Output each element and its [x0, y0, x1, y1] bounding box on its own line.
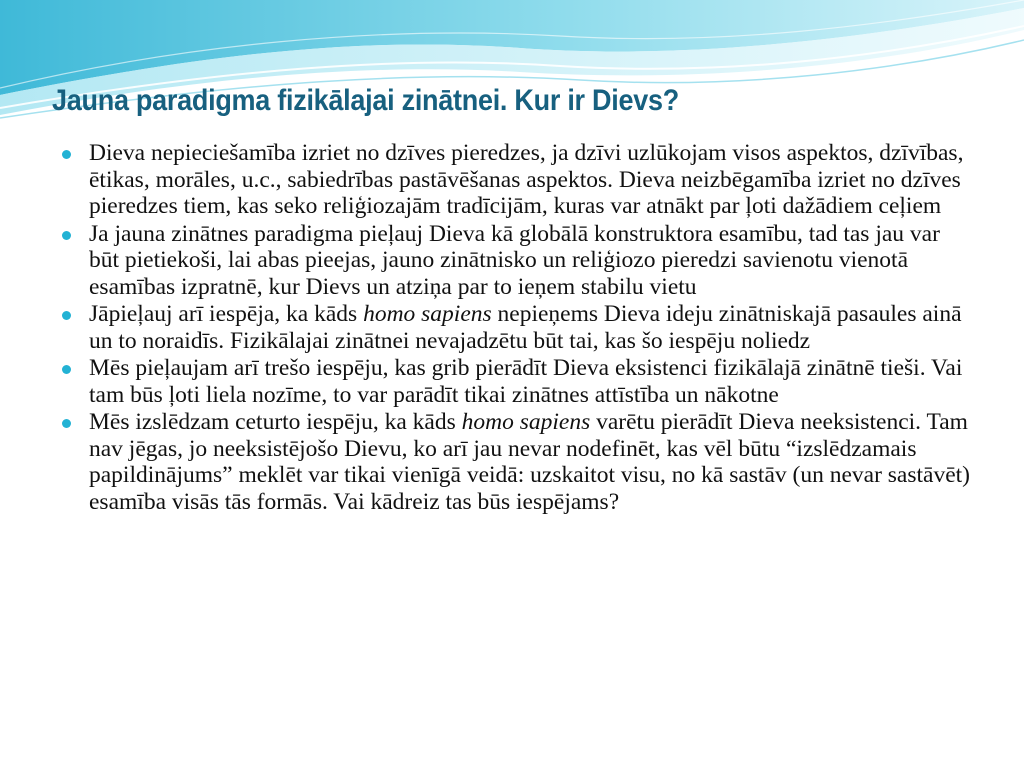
bullet-icon — [62, 150, 71, 159]
bullet-text: Mēs pieļaujam arī trešo iespēju, kas grib pierādīt Dieva eksistenci fizikālajā zinātnē tieši. Vai tam būs ļoti liela nozīme, to var parādīt tikai zinātnes attīstība un nākotne — [89, 355, 963, 408]
bullet-text — [89, 409, 972, 515]
bullet-item — [62, 221, 972, 301]
bullet-text-part: varētu pierādīt Dieva neeksistenci. Tam nav jēgas, jo neeksistējošo Dievu, ko arī jau nevar nodefinēt, kas vēl būtu “izslēdzamais papildinājums” meklēt var tikai vienīgā veidā: uzskaitot visu, no kā sastāv (un nevar sastāvēt) esamība visās tās formās. Vai kādreiz tas būs iespējams? — [89, 409, 970, 515]
bullet-text-part: nepieņems Dieva ideju zinātniskajā pasaules ainā un to noraidīs. Fizikālajai zinātnei nevajadzētu būt tai, kas šo iespēju noliedz — [89, 301, 962, 354]
bullet-item — [62, 301, 972, 354]
bullet-icon — [62, 311, 71, 320]
bullet-text: Dieva nepieciešamība izriet no dzīves pieredzes, ja dzīvi uzlūkojam visos aspektos, dzīvības, ētikas, morāles, u.c., sabiedrības pastāvēšanas aspektos. Dieva neizbēgamība izriet no dzīves pieredzes tiem, kas seko reliģiozajām tradīcijām, kuras var atnākt par ļoti dažādiem ceļiem — [89, 140, 964, 219]
bullet-text: Ja jauna zinātnes paradigma pieļauj Dieva kā globālā konstruktora esamību, tad tas jau var būt pietiekoši, lai abas pieejas, jauno zinātnisko un reliģiozo pieredzi savienotu vienotā esamības izpratnē, kur Dievs un atziņa par to ieņem stabilu vietu — [89, 220, 940, 300]
bullet-icon — [62, 231, 71, 240]
bullet-item — [62, 140, 972, 220]
slide-title: Jauna paradigma fizikālajai zinātnei. Kur ir Dievs? — [52, 84, 679, 117]
italic-term: homo sapiens — [363, 301, 492, 327]
bullet-text — [89, 301, 972, 354]
bullet-text-part: Mēs izslēdzam ceturto iespēju, ka kāds — [89, 409, 462, 435]
bullet-list — [62, 140, 972, 516]
bullet-item — [62, 409, 972, 515]
bullet-text-part: Jāpieļauj arī iespēja, ka kāds — [89, 301, 364, 327]
bullet-item — [62, 355, 972, 408]
italic-term: homo sapiens — [461, 409, 591, 435]
bullet-icon — [62, 365, 71, 374]
bullet-icon — [62, 419, 71, 428]
